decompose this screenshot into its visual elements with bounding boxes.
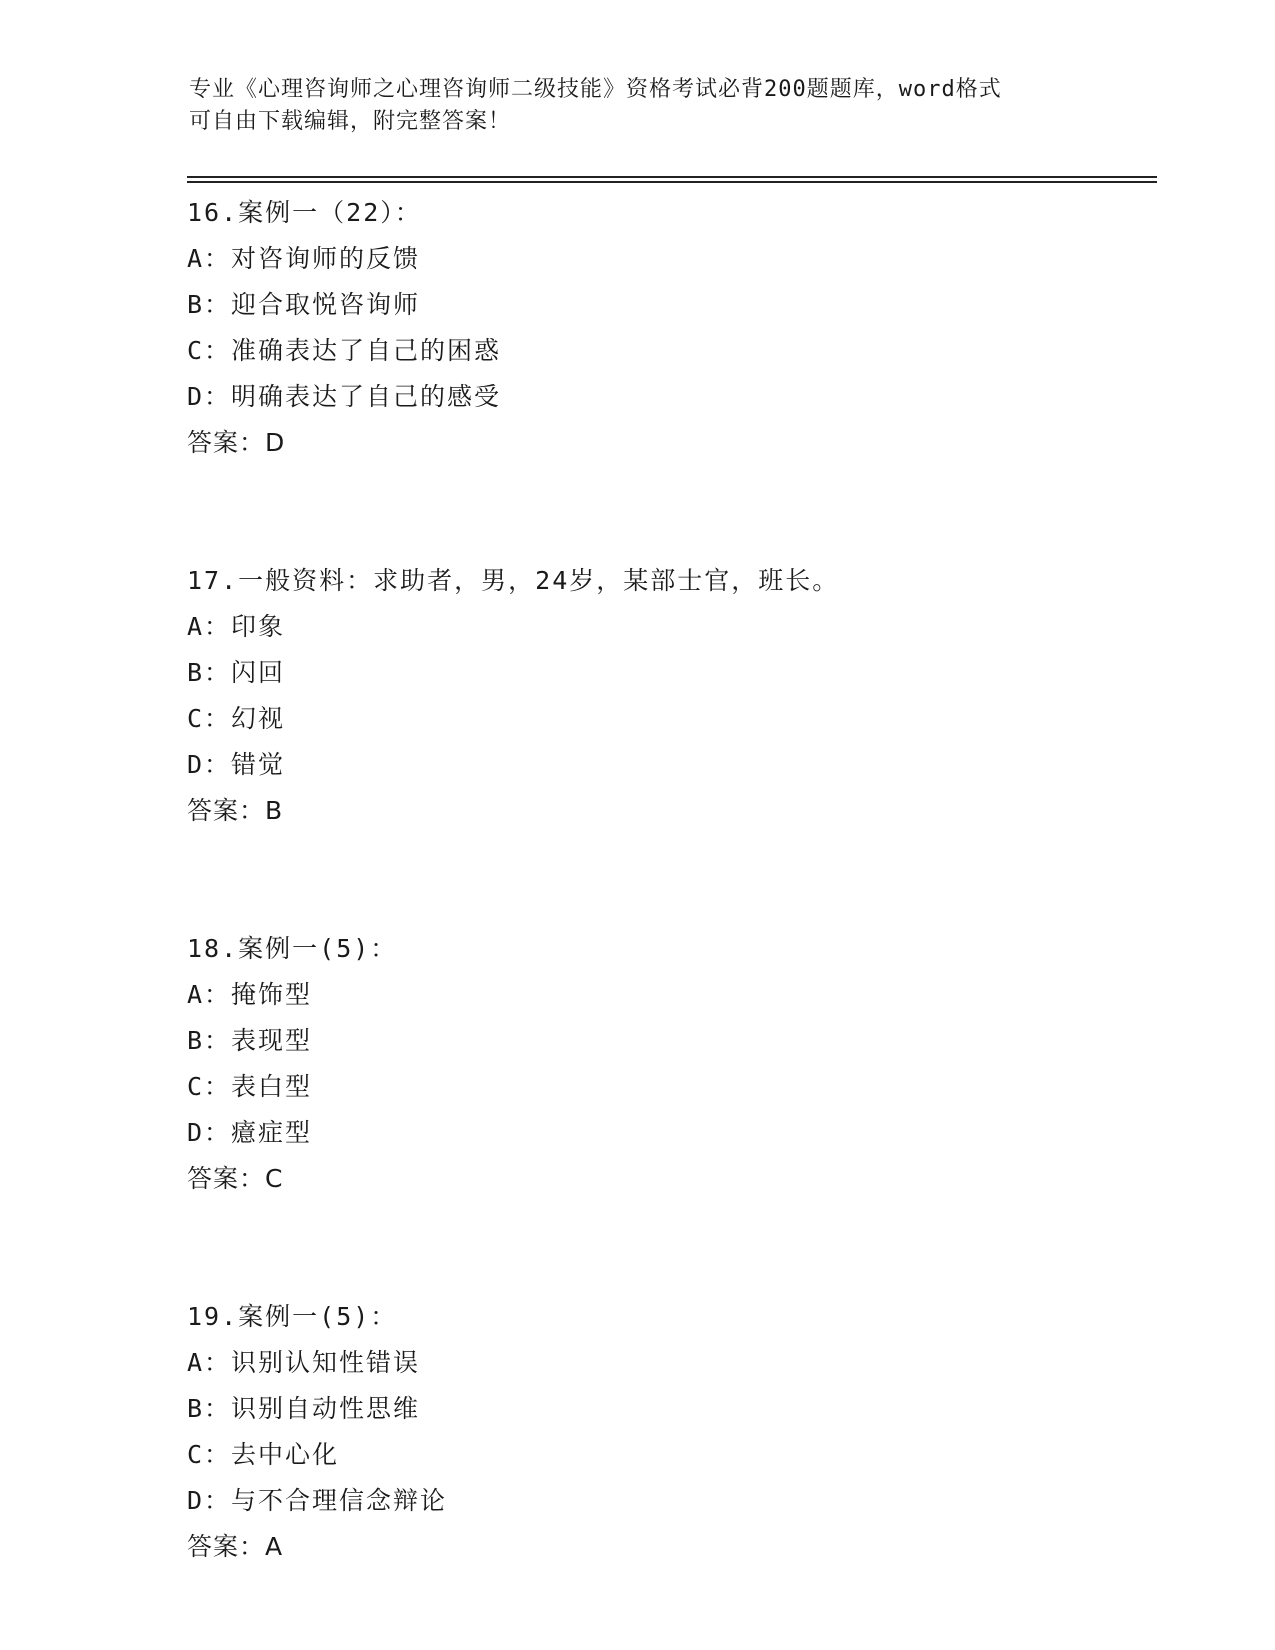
option-c: C：准确表达了自己的困惑 [187, 336, 502, 365]
option-d: D：与不合理信念辩论 [187, 1486, 448, 1515]
question-spacer [187, 1202, 1147, 1294]
question-stem: 17.一般资料：求助者，男，24岁，某部士官，班长。 [187, 566, 840, 595]
question-stem: 18.案例一(5)： [187, 934, 398, 963]
option-d: D：癔症型 [187, 1118, 313, 1147]
option-c: C：去中心化 [187, 1440, 340, 1469]
option-a: A：掩饰型 [187, 980, 313, 1009]
question-spacer [187, 834, 1147, 926]
option-a: A：识别认知性错误 [187, 1348, 421, 1377]
answer: 答案：A [187, 1532, 284, 1561]
option-a: A：印象 [187, 612, 286, 641]
option-c: C：幻视 [187, 704, 286, 733]
header-divider-bottom [187, 181, 1157, 183]
option-b: B：表现型 [187, 1026, 313, 1055]
question-stem: 19.案例一(5)： [187, 1302, 398, 1331]
question-16 [187, 190, 1147, 466]
answer: 答案：B [187, 796, 284, 825]
header-divider-top [187, 176, 1157, 178]
header-line-2: 可自由下载编辑，附完整答案！ [189, 109, 512, 134]
question-spacer [187, 466, 1147, 558]
option-d: D：错觉 [187, 750, 286, 779]
question-19 [187, 1294, 1147, 1570]
header-line-1: 专业《心理咨询师之心理咨询师二级技能》资格考试必背200题题库，word格式 [189, 77, 1002, 102]
option-b: B：迎合取悦咨询师 [187, 290, 421, 319]
document-header [189, 74, 1089, 138]
answer: 答案：C [187, 1164, 284, 1193]
option-d: D：明确表达了自己的感受 [187, 382, 502, 411]
option-b: B：识别自动性思维 [187, 1394, 421, 1423]
answer: 答案：D [187, 428, 286, 457]
option-b: B：闪回 [187, 658, 286, 687]
question-18 [187, 926, 1147, 1202]
question-stem: 16.案例一（22）： [187, 198, 422, 227]
option-c: C：表白型 [187, 1072, 313, 1101]
question-list [187, 190, 1147, 1570]
question-17 [187, 558, 1147, 834]
option-a: A：对咨询师的反馈 [187, 244, 421, 273]
